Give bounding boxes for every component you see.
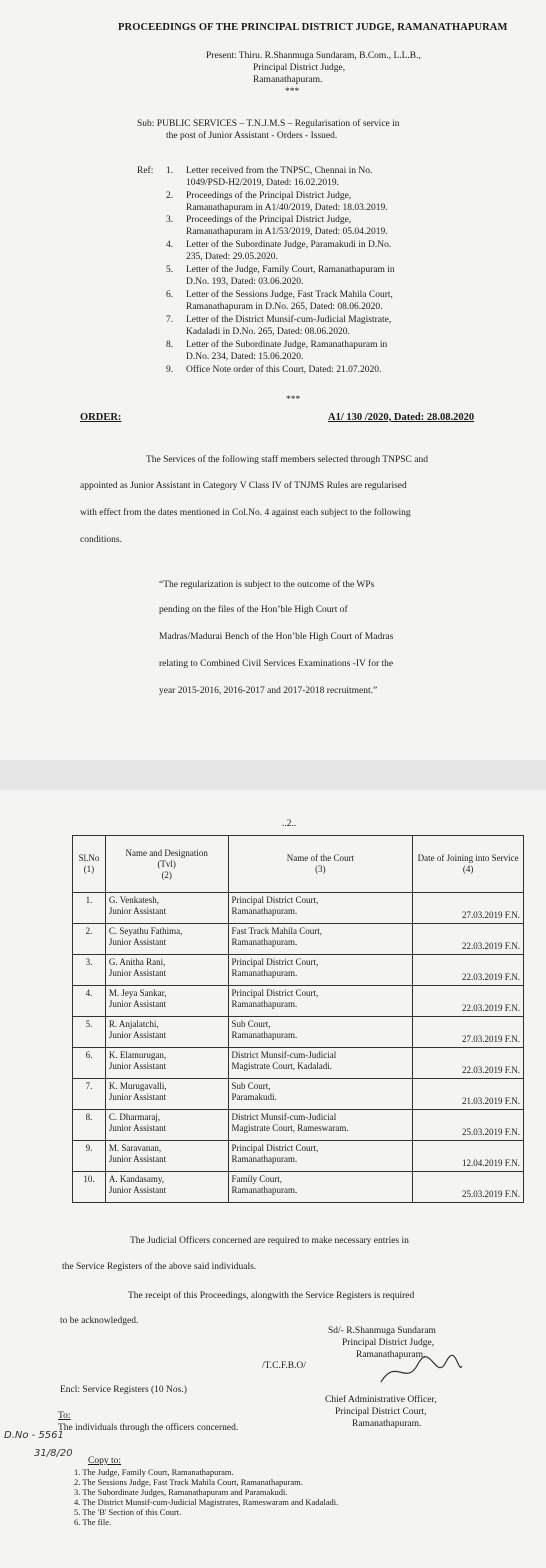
reference-item <box>166 190 472 214</box>
body-line-3: with effect from the dates mentioned in Col.No. 4 against each subject to the following <box>80 508 411 518</box>
reference-number: 5. <box>166 265 174 275</box>
cell-text-no: 10. <box>83 1174 95 1184</box>
para-entries-l1: The Judicial Officers concerned are required to make necessary entries in <box>130 1236 409 1246</box>
reference-line: Kadaladi in D.No. 265, Dated: 08.06.2020. <box>186 327 350 337</box>
ref-label: Ref: <box>137 166 154 176</box>
table-row <box>73 1017 524 1048</box>
body-line-2: appointed as Junior Assistant in Category V Class IV of TNJMS Rules are regularised <box>80 481 407 491</box>
cell-text-date: 12.04.2019 F.N. <box>461 1158 520 1168</box>
reference-text <box>186 264 476 288</box>
cell-text-court2: Magistrate Court, Rameswaram. <box>231 1123 349 1133</box>
cell-text-court1: Fast Track Mahila Court, <box>231 926 323 936</box>
signature-place: Ramanathapuram. <box>356 1350 426 1360</box>
cell-date-of-joining <box>413 1017 524 1048</box>
cell-text-court1: District Munsif-cum-Judicial <box>231 1112 337 1122</box>
cell-court <box>228 1017 413 1048</box>
cell-court <box>228 893 413 924</box>
cell-text-court2: Ramanathapuram. <box>231 999 298 1009</box>
table-row <box>73 893 524 924</box>
reference-line: 1049/PSD-H2/2019, Dated: 16.02.2019. <box>186 178 340 188</box>
cell-text-date: 25.03.2019 F.N. <box>461 1189 520 1199</box>
reference-number: 8. <box>166 340 174 350</box>
cell-text-desig: Junior Assistant <box>108 1154 167 1164</box>
cell-text-desig: Junior Assistant <box>108 937 167 947</box>
reference-item <box>166 289 472 313</box>
reference-item <box>166 339 472 363</box>
present-place: Ramanathapuram. <box>253 75 323 85</box>
col-court: Name of the Court (3) <box>228 836 413 893</box>
cell-date-of-joining <box>413 1172 524 1203</box>
cell-text-date: 27.03.2019 F.N. <box>461 1034 520 1044</box>
reference-line: D.No. 234, Dated: 15.06.2020. <box>186 352 304 362</box>
para-entries-l2: the Service Registers of the above said individuals. <box>62 1262 257 1272</box>
cell-name-designation <box>105 1141 228 1172</box>
reference-text <box>186 165 476 189</box>
cell-serial-number <box>73 1079 106 1110</box>
cell-text-name: A. Kandasamy, <box>108 1174 165 1184</box>
enclosure: Encl: Service Registers (10 Nos.) <box>60 1385 187 1395</box>
cell-text-name: G. Anitha Rani, <box>108 957 166 967</box>
table-row <box>73 1079 524 1110</box>
handwritten-dispatch-date: 31/8/20 <box>34 1448 73 1459</box>
copy-item: 4. The District Munsif-cum-Judicial Magistrates, Rameswaram and Kadaladi. <box>74 1497 339 1507</box>
cell-serial-number <box>73 955 106 986</box>
cell-text-court2: Magistrate Court, Kadaladi. <box>231 1061 332 1071</box>
cell-text-court1: Sub Court, <box>231 1081 271 1091</box>
reference-line: 235, Dated: 29.05.2020. <box>186 252 278 262</box>
cell-text-desig: Junior Assistant <box>108 1061 167 1071</box>
cell-name-designation <box>105 893 228 924</box>
reference-line: Proceedings of the Principal District Judge, <box>186 191 352 201</box>
col-date: Date of Joining into Service (4) <box>413 836 524 893</box>
cell-serial-number <box>73 1172 106 1203</box>
table-row <box>73 986 524 1017</box>
cell-date-of-joining <box>413 955 524 986</box>
reference-line: Letter of the District Munsif-cum-Judicial Magistrate, <box>186 315 392 325</box>
cell-date-of-joining <box>413 986 524 1017</box>
table-row <box>73 1048 524 1079</box>
cell-text-no: 2. <box>85 926 93 936</box>
table-row <box>73 1110 524 1141</box>
cell-text-court1: Principal District Court, <box>231 1143 319 1153</box>
cell-serial-number <box>73 986 106 1017</box>
reference-number: 1. <box>166 166 174 176</box>
table-row <box>73 1172 524 1203</box>
cell-text-court1: Principal District Court, <box>231 895 319 905</box>
reference-line: Letter received from the TNPSC, Chennai in No. <box>186 166 373 176</box>
to-recipients: The individuals through the officers concerned. <box>58 1423 239 1433</box>
cell-court <box>228 955 413 986</box>
para-receipt-l2: to be acknowledged. <box>60 1316 139 1326</box>
cell-text-date: 22.03.2019 F.N. <box>461 1065 520 1075</box>
copy-to-label: Copy to: <box>88 1456 121 1466</box>
cell-text-court1: Principal District Court, <box>231 957 319 967</box>
reference-number: 6. <box>166 290 174 300</box>
cell-text-no: 5. <box>85 1019 93 1029</box>
copy-item: 2. The Sessions Judge, Fast Track Mahila Court, Ramanathapuram. <box>74 1477 303 1487</box>
cell-text-date: 27.03.2019 F.N. <box>461 910 520 920</box>
reference-line: Ramanathapuram in A1/40/2019, Dated: 18.03.2019. <box>186 203 388 213</box>
table-row <box>73 955 524 986</box>
reference-text <box>186 364 476 376</box>
table-row <box>73 1141 524 1172</box>
cell-text-no: 6. <box>85 1050 93 1060</box>
cell-text-name: C. Seyathu Fathima, <box>108 926 183 936</box>
cell-text-court1: Sub Court, <box>231 1019 271 1029</box>
cell-date-of-joining <box>413 1110 524 1141</box>
to-label: To: <box>58 1411 71 1421</box>
cell-name-designation <box>105 1017 228 1048</box>
page-two <box>0 790 546 1568</box>
cell-text-date: 22.03.2019 F.N. <box>461 941 520 951</box>
cell-text-court2: Ramanathapuram. <box>231 906 298 916</box>
cell-serial-number <box>73 1110 106 1141</box>
cell-text-date: 21.03.2019 F.N. <box>461 1096 520 1106</box>
cell-text-name: C. Dharmaraj, <box>108 1112 161 1122</box>
cell-serial-number <box>73 1048 106 1079</box>
cell-text-desig: Junior Assistant <box>108 1185 167 1195</box>
cell-serial-number <box>73 924 106 955</box>
cell-serial-number <box>73 1141 106 1172</box>
cell-text-date: 25.03.2019 F.N. <box>461 1127 520 1137</box>
reference-item <box>166 214 472 238</box>
reference-number: 9. <box>166 365 174 375</box>
cell-text-court2: Ramanathapuram. <box>231 968 298 978</box>
cell-court <box>228 1110 413 1141</box>
cell-text-name: K. Elamurugan, <box>108 1050 167 1060</box>
cell-text-name: M. Jeya Sankar, <box>108 988 167 998</box>
page-one <box>0 0 546 760</box>
reference-line: Ramanathapuram in A1/53/2019, Dated: 05.04.2019. <box>186 227 388 237</box>
cell-text-court1: Family Court, <box>231 1174 283 1184</box>
order-reference: A1/ 130 /2020, Dated: 28.08.2020 <box>328 412 475 423</box>
reference-item <box>166 314 472 338</box>
cell-court <box>228 986 413 1017</box>
signature-designation: Principal District Judge, <box>342 1338 435 1348</box>
signature-name: Sd/- R.Shanmuga Sundaram <box>328 1326 436 1336</box>
subject-line: Sub: PUBLIC SERVICES – T.N.J.M.S – Regularisation of service in <box>137 119 400 129</box>
cao-court: Principal District Court, <box>335 1407 427 1417</box>
cell-text-date: 22.03.2019 F.N. <box>461 1003 520 1013</box>
page-number: ..2.. <box>282 819 297 829</box>
reference-text <box>186 339 476 363</box>
cell-name-designation <box>105 1048 228 1079</box>
cell-court <box>228 924 413 955</box>
cell-text-desig: Junior Assistant <box>108 1092 167 1102</box>
reference-line: Ramanathapuram in D.No. 265, Dated: 08.06.2020. <box>186 302 383 312</box>
reference-line: Letter of the Subordinate Judge, Ramanathapuram in <box>186 340 388 350</box>
cell-text-court2: Ramanathapuram. <box>231 1154 298 1164</box>
cell-court <box>228 1172 413 1203</box>
reference-number: 2. <box>166 191 174 201</box>
cell-text-desig: Junior Assistant <box>108 906 167 916</box>
copy-item: 6. The file. <box>74 1517 112 1527</box>
table-header-row <box>73 836 524 893</box>
cell-text-no: 1. <box>85 895 93 905</box>
cell-date-of-joining <box>413 893 524 924</box>
separator-stars-2: *** <box>286 395 301 405</box>
cell-text-no: 4. <box>85 988 93 998</box>
cao-designation: Chief Administrative Officer, <box>325 1395 437 1405</box>
reference-item <box>166 239 472 263</box>
copy-item: 1. The Judge, Family Court, Ramanathapuram. <box>74 1467 234 1477</box>
body-line-4: conditions. <box>80 535 122 545</box>
cell-text-no: 9. <box>85 1143 93 1153</box>
reference-number: 4. <box>166 240 174 250</box>
reference-line: Letter of the Sessions Judge, Fast Track Mahila Court, <box>186 290 393 300</box>
cell-name-designation <box>105 924 228 955</box>
cell-text-court2: Paramakudi. <box>231 1092 277 1102</box>
cell-name-designation <box>105 986 228 1017</box>
reference-line: D.No. 193, Dated: 03.06.2020. <box>186 277 304 287</box>
reference-number: 7. <box>166 315 174 325</box>
para-receipt-l1: The receipt of this Proceedings, alongwith the Service Registers is required <box>128 1291 415 1301</box>
cell-name-designation <box>105 1079 228 1110</box>
present-line: Present: Thiru. R.Shanmuga Sundaram, B.Com., L.L.B., <box>206 51 421 61</box>
reference-text <box>186 214 476 238</box>
cell-text-court1: Principal District Court, <box>231 988 319 998</box>
reference-item <box>166 364 472 388</box>
reference-line: Letter of the Subordinate Judge, Paramakudi in D.No. <box>186 240 392 250</box>
reference-text <box>186 289 476 313</box>
cell-name-designation <box>105 1110 228 1141</box>
cell-text-name: R. Anjalatchi, <box>108 1019 159 1029</box>
table-row <box>73 924 524 955</box>
cell-serial-number <box>73 1017 106 1048</box>
proceedings-heading: PROCEEDINGS OF THE PRINCIPAL DISTRICT JUDGE, RAMANATHAPURAM <box>118 22 508 33</box>
cell-text-court1: District Munsif-cum-Judicial <box>231 1050 337 1060</box>
reference-line: Office Note order of this Court, Dated: 21.07.2020. <box>186 365 382 375</box>
staff-table <box>72 835 524 1203</box>
present-designation: Principal District Judge, <box>253 63 346 73</box>
col-name: Name and Designation (Tvl) (2) <box>105 836 228 893</box>
reference-line: Letter of the Judge, Family Court, Ramanathapuram in <box>186 265 395 275</box>
subject-line-2: the post of Junior Assistant - Orders - Issued. <box>166 131 338 141</box>
reference-item <box>166 165 472 189</box>
reference-text <box>186 314 476 338</box>
reference-text <box>186 239 476 263</box>
cell-date-of-joining <box>413 1048 524 1079</box>
cell-text-court2: Ramanathapuram. <box>231 937 298 947</box>
cell-text-no: 3. <box>85 957 93 967</box>
cell-text-name: G. Venkatesh, <box>108 895 159 905</box>
cell-text-court2: Ramanathapuram. <box>231 1185 298 1195</box>
cell-text-desig: Junior Assistant <box>108 999 167 1009</box>
cell-court <box>228 1141 413 1172</box>
separator-stars: *** <box>285 87 300 97</box>
cell-text-name: K. Murugavalli, <box>108 1081 167 1091</box>
quote-line-1: “The regularization is subject to the outcome of the WPs <box>159 580 375 590</box>
cell-text-court2: Ramanathapuram. <box>231 1030 298 1040</box>
handwritten-signature <box>376 1352 466 1392</box>
col-slno: Sl.No (1) <box>73 836 106 893</box>
cell-text-no: 8. <box>85 1112 93 1122</box>
cell-text-desig: Junior Assistant <box>108 1030 167 1040</box>
copy-item: 5. The 'B' Section of this Court. <box>74 1507 182 1517</box>
cell-date-of-joining <box>413 1141 524 1172</box>
cell-date-of-joining <box>413 1079 524 1110</box>
cell-text-no: 7. <box>85 1081 93 1091</box>
order-label: ORDER: <box>80 412 122 423</box>
cell-court <box>228 1048 413 1079</box>
handwritten-dispatch-number: D.No - 5561 <box>4 1430 64 1441</box>
quote-line-4: relating to Combined Civil Services Examinations -IV for the <box>159 659 394 669</box>
quote-line-3: Madras/Madurai Bench of the Hon’ble High Court of Madras <box>159 632 394 642</box>
cell-date-of-joining <box>413 924 524 955</box>
cell-name-designation <box>105 955 228 986</box>
cell-court <box>228 1079 413 1110</box>
reference-text <box>186 190 476 214</box>
cao-place: Ramanathapuram. <box>352 1419 422 1429</box>
body-line-1: The Services of the following staff members selected through TNPSC and <box>146 455 428 465</box>
cell-serial-number <box>73 893 106 924</box>
copy-item: 3. The Subordinate Judges, Ramanathapuram and Paramakudi. <box>74 1487 288 1497</box>
cell-name-designation <box>105 1172 228 1203</box>
cell-text-date: 22.03.2019 F.N. <box>461 972 520 982</box>
reference-item <box>166 264 472 288</box>
quote-line-2: pending on the files of the Hon’ble High Court of <box>159 605 348 615</box>
quote-line-5: year 2015-2016, 2016-2017 and 2017-2018 recruitment.” <box>159 686 378 696</box>
cell-text-name: M. Saravanan, <box>108 1143 162 1153</box>
reference-number: 3. <box>166 215 174 225</box>
tcfbo-mark: /T.C.F.B.O/ <box>262 1361 306 1371</box>
reference-line: Proceedings of the Principal District Judge, <box>186 215 352 225</box>
cell-text-desig: Junior Assistant <box>108 968 167 978</box>
cell-text-desig: Junior Assistant <box>108 1123 167 1133</box>
page-gap <box>0 760 546 790</box>
